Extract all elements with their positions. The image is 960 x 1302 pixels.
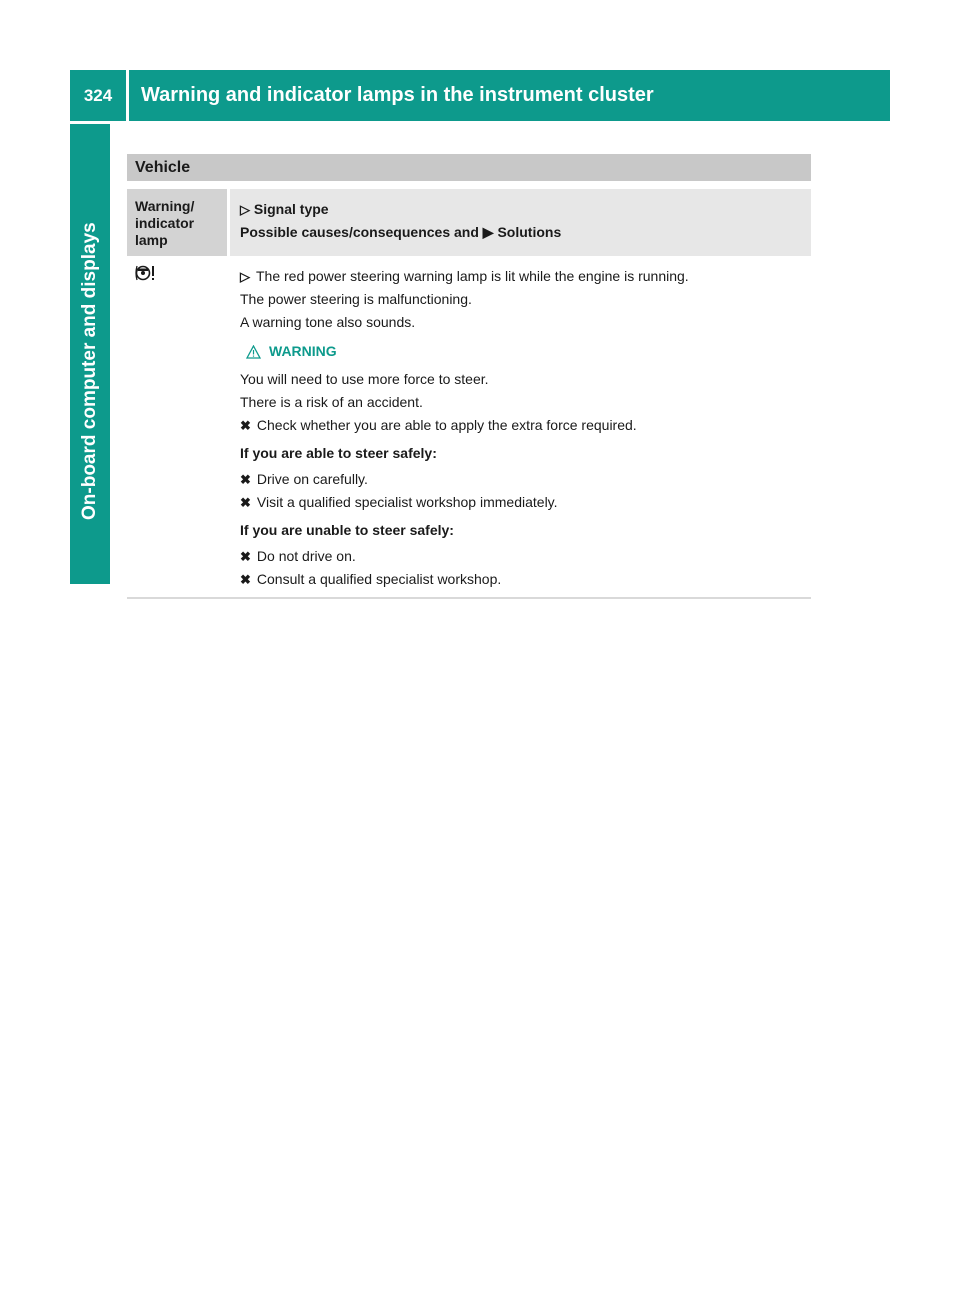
signal-line: ▷ The red power steering warning lamp is lit while the engine is running. [240, 265, 801, 288]
signal-marker-icon: ▷ [240, 202, 250, 217]
warning-heading: WARNING [246, 340, 801, 363]
table-bottom-rule [127, 597, 811, 599]
cause-line: A warning tone also sounds. [240, 314, 416, 330]
side-tab-label: On-board computer and displays [79, 222, 100, 520]
instruction-step: ✖ Drive on carefully. [240, 468, 801, 491]
signal-marker-icon: ▷ [240, 269, 250, 284]
instruction-step: ✖ Check whether you are able to apply the extra force required. [240, 414, 801, 437]
step-arrow-icon: ✖ [240, 418, 251, 433]
instruction-step: ✖ Do not drive on. [240, 545, 801, 568]
cause-line: The power steering is malfunctioning. [240, 291, 472, 307]
description-cell [227, 256, 811, 599]
safe-steer-heading: If you are able to steer safely: [240, 445, 437, 461]
instruction-step: ✖ Visit a qualified specialist workshop immediately. [240, 491, 801, 514]
unsafe-steer-heading: If you are unable to steer safely: [240, 522, 454, 538]
table-row [127, 256, 811, 599]
instruction-step: ✖ Consult a qualified specialist workshop. [240, 568, 801, 591]
section-title: Vehicle [127, 154, 811, 181]
power-steering-warning-icon [135, 264, 157, 282]
warning-triangle-icon [246, 345, 261, 359]
header-signal-type: Signal type [253, 201, 329, 217]
warning-text: You will need to use more force to steer. [240, 371, 489, 387]
page-number: 324 [70, 70, 126, 121]
step-arrow-icon: ✖ [240, 472, 251, 487]
table-header [127, 189, 811, 256]
solution-marker-icon: ▶ [482, 224, 494, 240]
header-signal-column [230, 189, 811, 256]
page-title: Warning and indicator lamps in the instrument cluster [129, 70, 890, 121]
header-solutions: Solutions [497, 224, 562, 240]
step-arrow-icon: ✖ [240, 572, 251, 587]
step-arrow-icon: ✖ [240, 495, 251, 510]
header-lamp-column: Warning/ indicator lamp [127, 189, 227, 256]
step-arrow-icon: ✖ [240, 549, 251, 564]
header-causes: Possible causes/consequences and [240, 224, 479, 240]
warning-lamp-table [127, 189, 811, 599]
lamp-cell [127, 256, 227, 599]
warning-text: There is a risk of an accident. [240, 394, 423, 410]
